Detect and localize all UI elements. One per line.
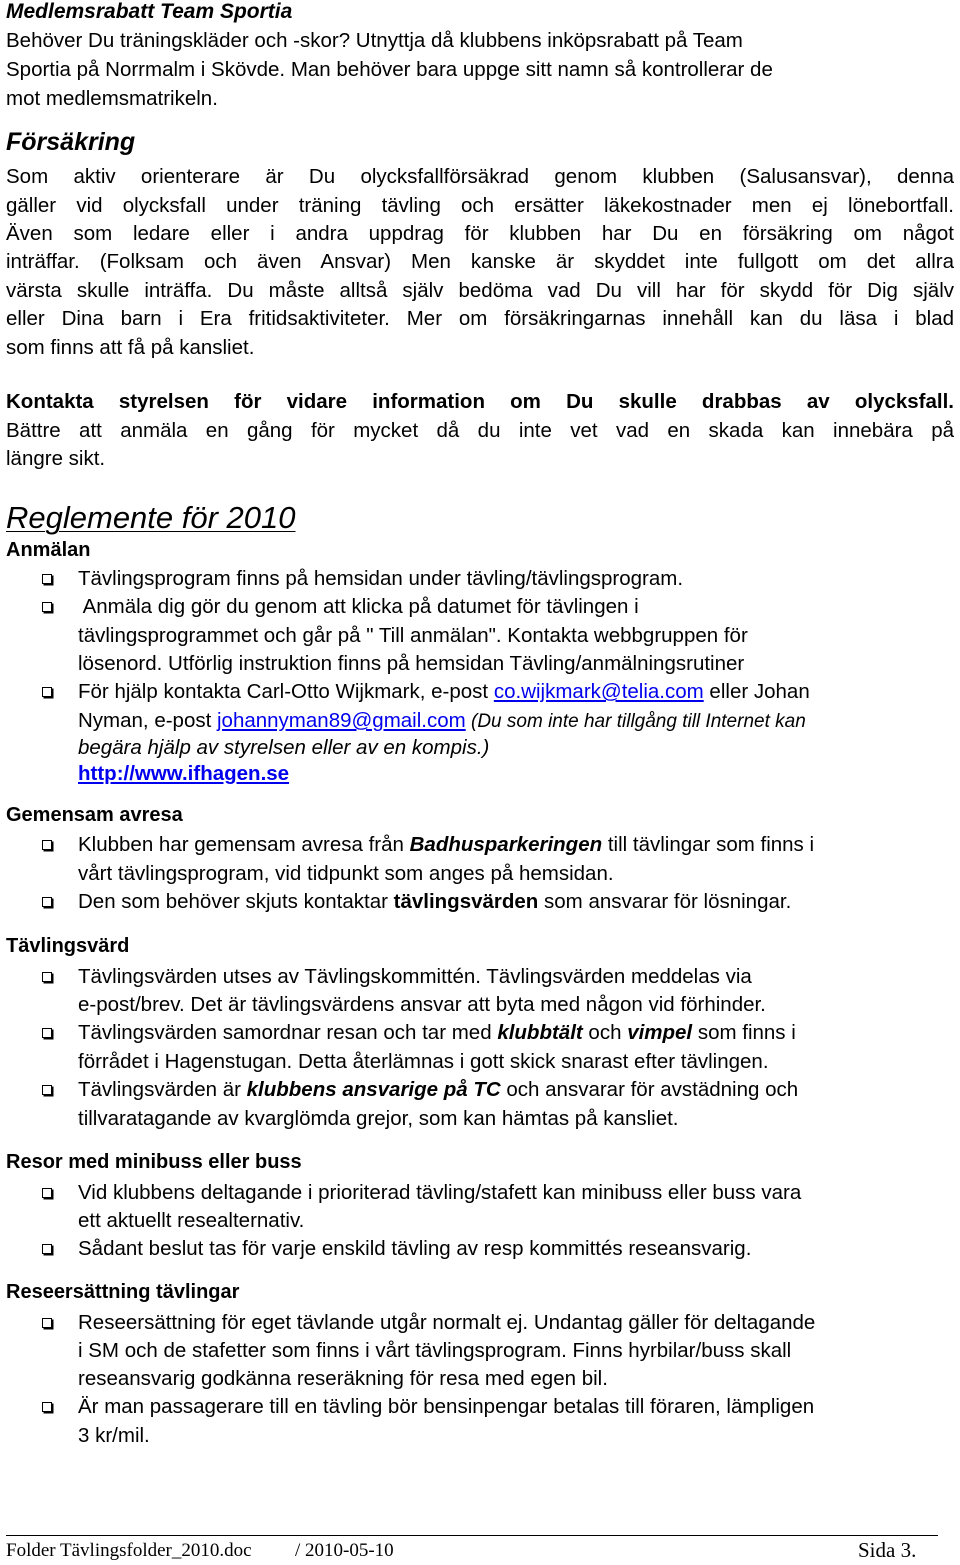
- checkbox-bullet-icon: [42, 1244, 52, 1254]
- tavlingsvard-item-cont: förrådet i Hagenstugan. Detta återlämnas i gott skick snarast efter tävlingen.: [78, 1050, 769, 1073]
- tavlingsvard-item: [78, 1018, 954, 1047]
- reseersattning-item-cont: i SM och de stafetter som finns i vårt tävlingsprogram. Finns hyrbilar/buss skall: [78, 1339, 792, 1362]
- forsakring-heading: Försäkring: [6, 128, 136, 156]
- forsakring-line: Även som ledare eller i andra uppdrag för klubben har Du en försäkring om något: [6, 222, 954, 245]
- checkbox-bullet-icon: [42, 574, 52, 584]
- avresa-item: [78, 887, 954, 916]
- note: (Du som inte har tillgång till Internet kan: [465, 711, 806, 732]
- rabatt-line: Sportia på Norrmalm i Skövde. Man behöver bara uppge sitt namn så kontrollerar de: [6, 58, 773, 81]
- text-bold: klubbens ansvarige på TC: [246, 1078, 501, 1101]
- footer-rule: [6, 1535, 938, 1536]
- rabatt-heading: Medlemsrabatt Team Sportia: [6, 0, 293, 23]
- reglemente-title: Reglemente för 2010: [6, 500, 296, 535]
- anmalan-item-cont: lösenord. Utförlig instruktion finns på hemsidan Tävling/anmälningsrutiner: [78, 652, 745, 675]
- text: Tävlingsvärden samordnar resan och tar med: [78, 1021, 498, 1044]
- reseersattning-item-cont: reseansvarig godkänna reseräkning för resa med egen bil.: [78, 1367, 608, 1390]
- email-link-nyman[interactable]: johannyman89@gmail.com: [217, 709, 466, 732]
- tavlingsvard-item: [78, 1075, 954, 1104]
- text: till tävlingar som finns i: [602, 833, 815, 856]
- resor-heading: Resor med minibuss eller buss: [6, 1151, 302, 1173]
- reseersattning-item: Är man passagerare till en tävling bör bensinpengar betalas till föraren, lämpligen: [78, 1395, 815, 1418]
- checkbox-bullet-icon: [42, 840, 52, 850]
- text: Klubben har gemensam avresa från: [78, 833, 410, 856]
- tavlingsvard-item-cont: tillvaratagande av kvarglömda grejor, som kan hämtas på kansliet.: [78, 1107, 679, 1130]
- text: eller Johan: [703, 680, 810, 703]
- anmalan-item: Tävlingsprogram finns på hemsidan under tävling/tävlingsprogram.: [78, 567, 684, 590]
- forsakring-line: eller Dina barn i Era fritidsaktiviteter. Mer om försäkringarnas innehåll kan du läsa i blad: [6, 307, 954, 330]
- tavlingsvard-heading: Tävlingsvärd: [6, 935, 130, 957]
- text: Den som behöver skjuts kontaktar: [78, 890, 394, 913]
- text: Tävlingsvärden är: [78, 1078, 247, 1101]
- checkbox-bullet-icon: [42, 1318, 52, 1328]
- text: och ansvarar för avstädning och: [500, 1078, 799, 1101]
- reseersattning-item-cont: 3 kr/mil.: [78, 1424, 150, 1447]
- text: Nyman, e-post: [78, 709, 217, 732]
- text: och: [582, 1021, 628, 1044]
- avresa-item-cont: vårt tävlingsprogram, vid tidpunkt som anges på hemsidan.: [78, 862, 614, 885]
- checkbox-bullet-icon: [42, 1402, 52, 1412]
- text-bold: tävlingsvärden: [393, 890, 539, 913]
- resor-item: Vid klubbens deltagande i prioriterad tävling/stafett kan minibuss eller buss vara: [78, 1181, 802, 1204]
- text: som finns i: [692, 1021, 796, 1044]
- email-link-wijkmark[interactable]: co.wijkmark@telia.com: [493, 680, 704, 703]
- anmalan-note: begära hjälp av styrelsen eller av en kompis.): [78, 736, 490, 759]
- checkbox-bullet-icon: [42, 1188, 52, 1198]
- forsakring-line: gäller vid olycksfall under träning tävling och ersätter läkekostnader men ej lönebortfall.: [6, 194, 954, 217]
- checkbox-bullet-icon: [42, 972, 52, 982]
- anmalan-url-line: [78, 759, 954, 788]
- resor-item-cont: ett aktuellt resealternativ.: [78, 1209, 305, 1232]
- checkbox-bullet-icon: [42, 897, 52, 907]
- reseersattning-heading: Reseersättning tävlingar: [6, 1281, 240, 1303]
- text: som ansvarar för lösningar.: [538, 890, 792, 913]
- checkbox-bullet-icon: [42, 1085, 52, 1095]
- checkbox-bullet-icon: [42, 602, 52, 612]
- avresa-heading: Gemensam avresa: [6, 804, 183, 826]
- forsakring-line: inträffar. (Folksam och även Ansvar) Men kanske är skyddet inte fullgott om det allra: [6, 250, 954, 273]
- footer-date: / 2010-05-10: [295, 1540, 394, 1561]
- footer-page-number: Sida 3.: [858, 1538, 917, 1562]
- forsakring-line: värsta skulle inträffa. Du måste alltså själv bedöma vad Du vill har för skydd för Dig själv: [6, 279, 954, 302]
- tavlingsvard-item-cont: e-post/brev. Det är tävlingsvärdens ansvar att byta med någon vid förhinder.: [78, 993, 766, 1016]
- text-bold: vimpel: [627, 1021, 693, 1044]
- tavlingsvard-item: Tävlingsvärden utses av Tävlingskommittén. Tävlingsvärden meddelas via: [78, 965, 752, 988]
- forsakring-contact-line: Bättre att anmäla en gång för mycket då du inte vet vad en skada kan innebära på: [6, 419, 954, 442]
- anmalan-item-cont: [78, 706, 954, 736]
- checkbox-bullet-icon: [42, 1028, 52, 1038]
- checkbox-bullet-icon: [42, 687, 52, 697]
- reseersattning-item: Reseersättning för eget tävlande utgår normalt ej. Undantag gäller för deltagande: [78, 1311, 816, 1334]
- anmalan-item-cont: tävlingsprogrammet och går på " Till anmälan". Kontakta webbgruppen för: [78, 624, 748, 647]
- anmalan-item: [78, 677, 954, 706]
- text-bold: klubbtält: [497, 1021, 583, 1044]
- forsakring-line: Som aktiv orienterare är Du olycksfallförsäkrad genom klubben (Salusansvar), denna: [6, 165, 954, 188]
- text: För hjälp kontakta Carl-Otto Wijkmark, e-post: [78, 680, 494, 703]
- website-link[interactable]: http://www.ifhagen.se: [78, 762, 290, 785]
- anmalan-item: Anmäla dig gör du genom att klicka på datumet för tävlingen i: [78, 595, 639, 618]
- footer-filename: Folder Tävlingsfolder_2010.doc: [6, 1540, 252, 1561]
- forsakring-contact: Kontakta styrelsen för vidare information om Du skulle drabbas av olycksfall.: [6, 390, 954, 413]
- forsakring-line: som finns att få på kansliet.: [6, 336, 255, 359]
- rabatt-line: mot medlemsmatrikeln.: [6, 87, 218, 110]
- avresa-item: [78, 830, 954, 859]
- resor-item: Sådant beslut tas för varje enskild tävling av resp kommittés reseansvarig.: [78, 1237, 752, 1260]
- rabatt-line: Behöver Du träningskläder och -skor? Utnyttja då klubbens inköpsrabatt på Team: [6, 29, 743, 52]
- text-bold: Badhusparkeringen: [409, 833, 603, 856]
- forsakring-contact-line: längre sikt.: [6, 447, 106, 470]
- anmalan-heading: Anmälan: [6, 539, 91, 561]
